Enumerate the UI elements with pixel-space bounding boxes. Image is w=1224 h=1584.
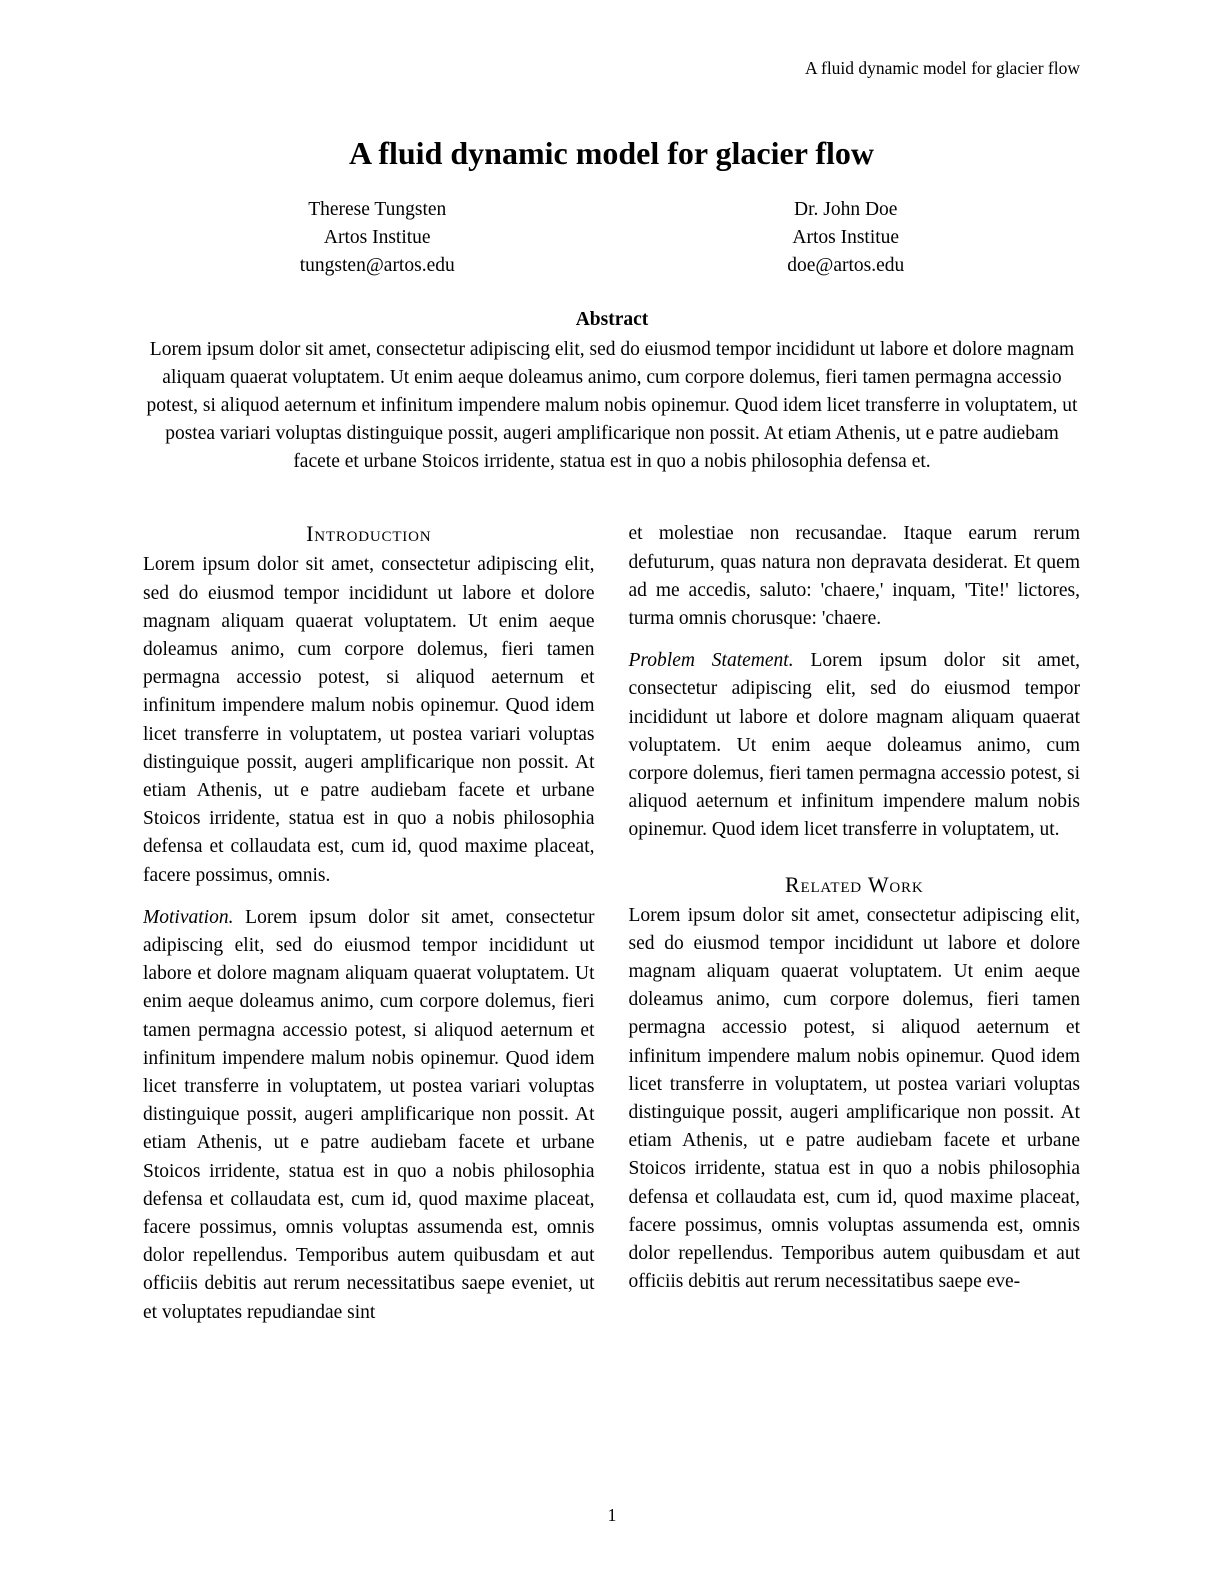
paper-title: A fluid dynamic model for glacier flow: [348, 135, 874, 171]
motivation-paragraph: [143, 904, 595, 1327]
author-name: Dr. John Doe: [794, 199, 898, 221]
introduction-paragraph: Lorem ipsum dolor sit amet, consectetur adipiscing elit, sed do eiusmod tempor incididunt ut labore et dolore magnam aliquam quaerat voluptatem. Ut enim aeque doleamus animo, cum corpore dolemus, fieri tamen permagna accessio potest, si aliquod aeternum et infinitum impendere malum nobis opinemur. Quod idem licet transferre in voluptatem, ut postea variari voluptas distinguique possit, augeri amplificarique non possit. At etiam Athenis, ut e patre audiebam facete et urbane Stoicos irridente, statua est in quo a nobis philosophia defensa et collaudata est, cum id, quod maxime placeat, facere possimus, omnis.: [143, 554, 595, 886]
author-affiliation: Artos Institue: [323, 227, 431, 249]
author-block-1: [143, 196, 612, 280]
author-row: [143, 196, 1080, 280]
section-heading-introduction: Introduction: [306, 521, 432, 547]
problem-statement-text: Lorem ipsum dolor sit amet, consectetur adipiscing elit, sed do eiusmod tempor incididunt ut labore et dolore magnam aliquam quaerat voluptatem. Ut enim aeque doleamus animo, cum corpore dolemus, fieri tamen permagna accessio potest, si aliquod aeternum et infinitum impendere malum nobis opinemur. Quod idem licet transferre in voluptatem, ut.: [628, 650, 1080, 841]
related-work-paragraph: Lorem ipsum dolor sit amet, consectetur adipiscing elit, sed do eiusmod tempor incididunt ut labore et dolore magnam aliquam quaerat voluptatem. Ut enim aeque doleamus animo, cum corpore dolemus, fieri tamen permagna accessio potest, si aliquod aeternum et infinitum impendere malum nobis opinemur. Quod idem licet transferre in voluptatem, ut postea variari voluptas distinguique possit, augeri amplificarique non possit. At etiam Athenis, ut e patre audiebam facete et urbane Stoicos irridente, statua est in quo a nobis philosophia defensa et collaudata est, cum id, quod maxime placeat, facere possimus, omnis voluptas assumenda est, omnis dolor repellendus. Temporibus autem quibusdam et aut officiis debitis aut rerum necessitatibus saepe eve-: [628, 904, 1080, 1293]
abstract-section: [144, 306, 1081, 476]
continuation-paragraph: et molestiae non recusandae. Itaque earum rerum defuturum, quas natura non depravata desiderat. Et quem ad me accedis, saluto: 'chaere,' inquam, 'Tite!' lictores, turma omnis chorusque: 'chaere.: [628, 523, 1080, 629]
problem-statement-paragraph: [629, 647, 1081, 844]
author-email: tungsten@artos.edu: [299, 255, 455, 277]
page-number: 1: [607, 1505, 617, 1525]
body-columns: [143, 520, 1080, 1422]
author-email: doe@artos.edu: [787, 255, 905, 277]
motivation-label: Motivation.: [143, 906, 234, 928]
author-name: Therese Tungsten: [308, 199, 447, 221]
author-block-2: [612, 196, 1081, 280]
abstract-text: Lorem ipsum dolor sit amet, consectetur adipiscing elit, sed do eiusmod tempor incididunt ut labore et dolore magnam aliquam quaerat voluptatem. Ut enim aeque doleamus animo, cum corpore dolemus, fieri tamen permagna accessio potest, si aliquod aeternum et infinitum impendere malum nobis opinemur. Quod idem licet transferre in voluptatem, ut postea variari voluptas distinguique possit, augeri amplificarique non possit. At etiam Athenis, ut e patre audiebam facete et urbane Stoicos irridente, statua est in quo a nobis philosophia defensa et.: [146, 339, 1078, 473]
abstract-heading: Abstract: [575, 309, 649, 331]
author-affiliation: Artos Institue: [792, 227, 900, 249]
left-column: [143, 520, 595, 1422]
section-heading-related-work: Related Work: [785, 871, 924, 897]
motivation-text: Lorem ipsum dolor sit amet, consectetur adipiscing elit, sed do eiusmod tempor incididunt ut labore et dolore magnam aliquam quaerat voluptatem. Ut enim aeque doleamus animo, cum corpore dolemus, fieri tamen permagna accessio potest, si aliquod aeternum et infinitum impendere malum nobis opinemur. Quod idem licet transferre in voluptatem, ut postea variari voluptas distinguique possit, augeri amplificarique non possit. At etiam Athenis, ut e patre audiebam facete et urbane Stoicos irridente, statua est in quo a nobis philosophia defensa et collaudata est, cum id, quod maxime placeat, facere possimus, omnis voluptas assumenda est, omnis dolor repellendus. Temporibus autem quibusdam et aut officiis debitis aut rerum necessitatibus saepe eveniet, ut et voluptates repudiandae sint: [143, 906, 595, 1323]
right-column: [629, 520, 1081, 1422]
running-header: A fluid dynamic model for glacier flow: [804, 58, 1080, 78]
problem-statement-label: Problem Statement.: [628, 650, 794, 672]
